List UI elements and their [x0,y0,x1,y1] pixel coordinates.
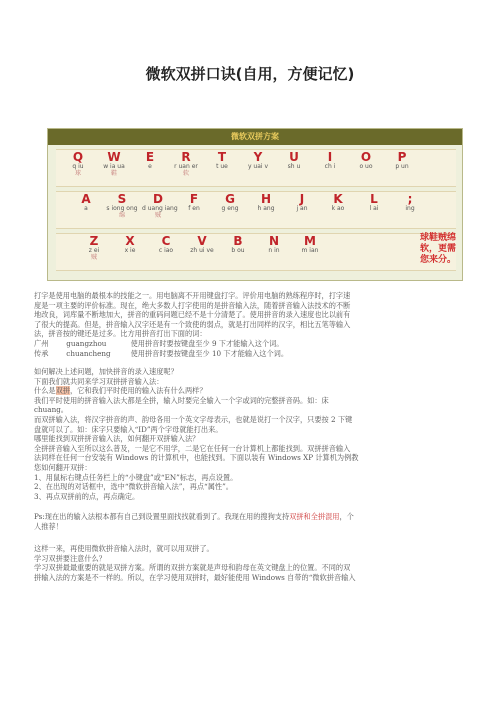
key-pinyin: d uang iang [142,205,178,212]
text-line-highlight [34,386,474,396]
key-pinyin: ch i [324,163,336,170]
key-pinyin: a [84,205,88,212]
keyboard-key [62,151,94,177]
paragraph-howto [34,367,474,501]
keyboard-key [134,151,166,170]
keyboard-key [286,193,318,212]
example-row [34,349,474,359]
example-pinyin: chuancheng [66,348,111,358]
key-pinyin: b ou [231,247,245,254]
key-letter: A [81,192,91,206]
key-pinyin: f en [188,205,200,212]
example-row [34,339,474,349]
key-letter: Y [253,150,263,164]
page-title: 微软双拼口诀(自用，方便记忆) [145,65,355,83]
key-letter: B [233,234,243,248]
text-line: 全拼拼音输入至所以这么普及，一是它不用学，二是它在任何一台计算机上都能找到。双拼拼音输入 [34,443,351,453]
key-pinyin: l ai [369,205,379,212]
key-pinyin: sh u [287,163,301,170]
step-3: 3、再点双拼前的点，再点确定。 [34,491,140,501]
example-place: 传承 [34,348,49,358]
key-pinyin: ing [405,205,415,212]
key-letter: S [117,192,127,206]
key-pinyin: q iu [72,163,84,170]
text-line: 盘就可以了。如：床字只要输入“ID”两个字母就能打出来。 [34,424,223,434]
keyboard-key [394,193,426,212]
text-line: 了很大的提高。但是，拼音输入汉字还是有一个致使的弱点，就是打出同样的汉字，相比五笔等输入 [34,319,351,329]
key-pinyin: o uo [359,163,373,170]
example-place: 广州 [34,338,49,348]
keyboard-key [350,151,382,170]
keyboard-key [294,235,326,254]
keyboard-key [186,235,218,254]
keyboard-key [114,235,146,254]
keyboard-key [222,235,254,254]
key-pinyin: y uai v [247,163,269,170]
text-line: chuang。 [34,405,68,415]
key-pinyin: e [148,163,152,170]
key-letter: C [161,234,171,248]
paragraph-ps [34,512,474,531]
text-line: 您如何翻开双拼： [34,462,92,472]
key-pinyin: c iao [158,247,174,254]
key-pinyin: g eng [221,205,239,212]
key-letter: T [217,150,227,164]
text-line: 打字是使用电脑的最根本的技能之一。用电脑离不开用键盘打字。评价用电脑的熟练程序时，打字速 [34,291,351,300]
keyboard-key [322,193,354,212]
ps-line: 人推荐！ [34,521,63,531]
key-pinyin: p un [395,163,409,170]
key-letter: P [397,150,407,164]
text-line: 地改良，词库量不断地加大，拼音的重码问题已经不是十分清楚了。使用拼音的录入速度也比以前有 [34,310,351,320]
keyboard-key [242,151,274,170]
key-pinyin: z ei [88,247,100,254]
keyboard-key [170,151,202,177]
keyboard-key [150,235,182,254]
key-pinyin: h ang [257,205,275,212]
key-letter: L [370,192,378,206]
key-letter: R [181,150,191,164]
text-line: 学习双拼最最重要的就是双拼方案。所谓的双拼方案就是声母和韵母在英文键盘上的位置。不同的双 [34,563,351,573]
key-letter: X [125,234,135,248]
key-letter: H [260,192,272,206]
ps-line: Ps:现在出的输入法根本都有自己到设置里面找找就看到了。我现在用的搜狗支持双拼和全拼混用，个 [34,512,354,521]
key-letter: J [299,192,305,206]
key-letter: F [189,192,199,206]
paragraph-scheme [34,544,474,582]
key-letter: M [304,234,316,248]
key-letter: W [107,150,121,164]
key-mnemonic: 绵 [118,212,125,219]
example-desc: 使用拼音时要按键盘至少 9 下才能输入这个词。 [130,338,284,348]
highlighted-term: 双拼 [55,386,70,396]
key-mnemonic: 软 [182,170,189,177]
key-pinyin: r uan er [174,163,198,170]
key-mnemonic: 贼 [90,254,97,261]
key-pinyin: s iong ong [106,205,138,212]
key-pinyin: t ue [216,163,228,170]
keyboard-key [314,151,346,170]
text-line: 哪里能找到双拼拼音输入法，如何翻开双拼输入法？ [34,434,200,444]
keyboard-key [214,193,246,212]
key-letter: Q [72,150,84,164]
key-letter: ; [407,192,413,206]
keyboard-key [178,193,210,212]
key-pinyin: m ian [301,247,319,254]
key-pinyin: w ia ua [103,163,125,170]
keyboard-key [98,151,130,177]
key-pinyin: x ie [124,247,136,254]
keyboard-header-title: 微软双拼方案 [231,132,279,141]
text-line: 学习双拼要注意什么？ [34,553,106,563]
text-line: 而双拼输入法，将汉字拼音的声、韵母各用一个英文字母表示，也就是说打一个汉字，只要按 2 下键 [34,414,353,424]
key-mnemonic: 鞋 [110,170,117,177]
key-pinyin: k ao [331,205,345,212]
text-line: 下面我们就共同来学习双拼拼音输入法： [34,376,164,386]
key-letter: U [289,150,299,164]
paragraph-intro [34,291,474,358]
text-line: 法，拼音按的键还是过多。比方用拼音打出下面的词： [34,329,207,339]
key-letter: V [197,234,207,248]
keyboard-key [278,151,310,170]
keyboard-key [258,235,290,254]
key-letter: Z [89,234,99,248]
text-line: 拼输入法的方案是不一样的。所以，在学习使用双拼时，最好能使用 Windows 自带的“微软拼音输入 [34,572,356,582]
key-letter: E [145,150,155,164]
key-letter: G [225,192,235,206]
text-line: 法同样在任何一台安装有 Windows 的计算机中，也能找到。下面以装有 Windows XP 计算机为例教 [34,453,359,463]
key-pinyin: zh ui ve [190,247,214,254]
key-letter: K [333,192,343,206]
keyboard-key [142,192,178,219]
key-letter: I [327,150,333,164]
keyboard-key [70,193,102,212]
key-mnemonic: 贼 [154,212,161,219]
shuangpin-keyboard-image [47,128,463,281]
step-2: 2、在出现的对话框中，选中“微软拼音输入法”，再点“属性”。 [34,482,233,492]
keyboard-key [78,235,110,261]
keyboard-key [206,151,238,170]
key-letter: N [268,234,280,248]
key-letter: D [153,192,163,206]
example-desc: 使用拼音时要按键盘至少 10 下才能输入这个词。 [130,348,289,358]
key-letter: O [360,150,372,164]
highlight-question: 什么是双拼，它和我们平时使用的输入法有什么两样？ [34,386,207,396]
text-line: 我们平时使用的拼音输入法大都是全拼，输入时要完全输入一个字或词的完整拼音码。如：床 [34,395,329,405]
step-1: 1、用鼠标右键点任务栏上的“小键盘”或“EN”标志，再点设置。 [34,472,238,482]
key-mnemonic: 球 [74,170,81,177]
text-line: 如何解决上述问题，加快拼音的录入速度呢？ [34,367,178,376]
keyboard-slogan: 球鞋贼绵软，更需您来分。 [420,233,457,265]
keyboard-key [250,193,282,212]
emphasis-text: 双拼和全拼混用 [289,512,340,521]
key-pinyin: n in [268,247,280,254]
keyboard-key [106,193,138,219]
key-pinyin: j an [296,205,308,212]
keyboard-key [358,193,390,212]
text-line: 度是一项主要的评价标准。现在，绝大多数人打字使用的是拼音输入法，随着拼音输入法技术的不断 [34,300,351,310]
keyboard-key [386,151,418,170]
text-line: 这样一来，再使用微软拼音输入法时，就可以用双拼了。 [34,544,214,553]
example-pinyin: guangzhou [66,338,107,348]
